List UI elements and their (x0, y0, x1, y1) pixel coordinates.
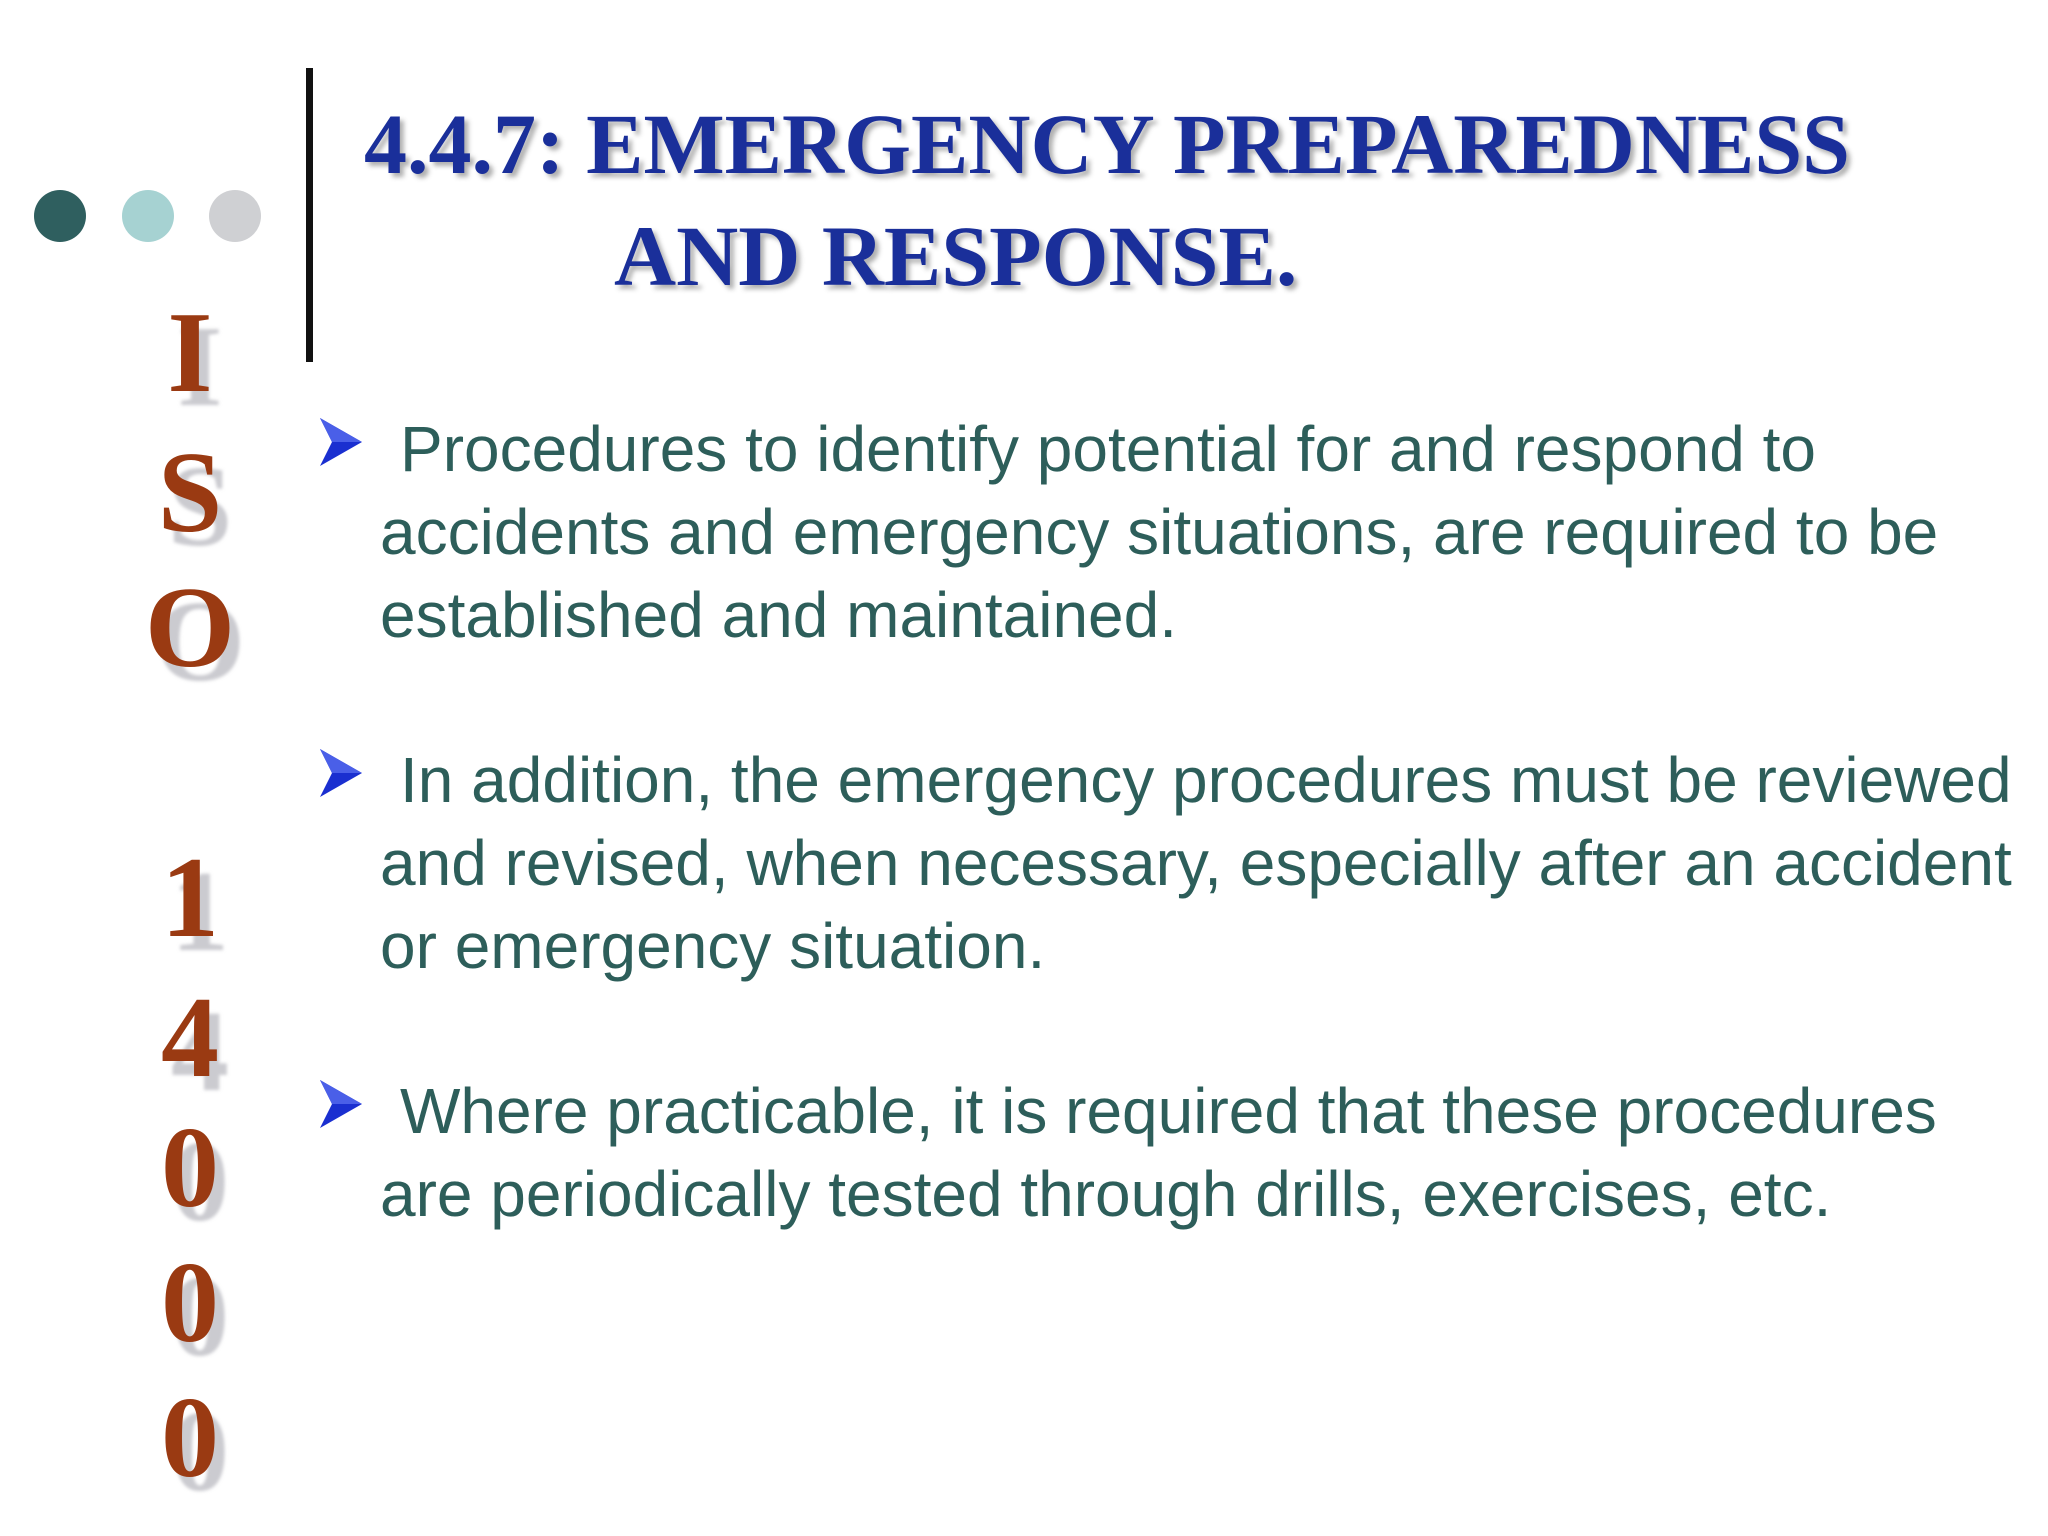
list-item (316, 408, 2016, 657)
light-dot-icon (122, 190, 174, 242)
bullet-text: Procedures to identify potential for and respond to accidents and emergency situations, are required to be established and maintained. (380, 413, 1939, 651)
side-label-char: O (144, 564, 236, 692)
title-divider (306, 68, 313, 362)
slide-title (364, 88, 2014, 312)
side-label-char: 0 (161, 1374, 219, 1502)
arrowhead-icon (316, 412, 366, 472)
arrowhead-icon (316, 743, 366, 803)
side-label-char: I (167, 289, 213, 417)
side-label-char: 1 (161, 834, 219, 962)
bullet-text: Where practicable, it is required that these procedures are periodically tested through drills, exercises, etc. (380, 1075, 1937, 1230)
list-item (316, 739, 2016, 988)
side-label-char: 4 (161, 974, 219, 1102)
side-label-char: S (157, 429, 223, 557)
bullet-list (316, 408, 2016, 1318)
iso-side-label (110, 289, 270, 1502)
decorative-dots (34, 190, 274, 246)
side-label-char: 0 (161, 1104, 219, 1232)
grey-dot-icon (209, 190, 261, 242)
side-label-char: 0 (161, 1239, 219, 1367)
list-item (316, 1070, 2016, 1236)
arrowhead-icon (316, 1074, 366, 1134)
dark-dot-icon (34, 190, 86, 242)
slide-title-line-2: AND RESPONSE. (614, 208, 1298, 304)
bullet-text: In addition, the emergency procedures must be reviewed and revised, when necessary, especially after an accident or emergency situation. (380, 744, 2012, 982)
slide-title-line-1: 4.4.7: EMERGENCY PREPAREDNESS (364, 96, 1850, 192)
